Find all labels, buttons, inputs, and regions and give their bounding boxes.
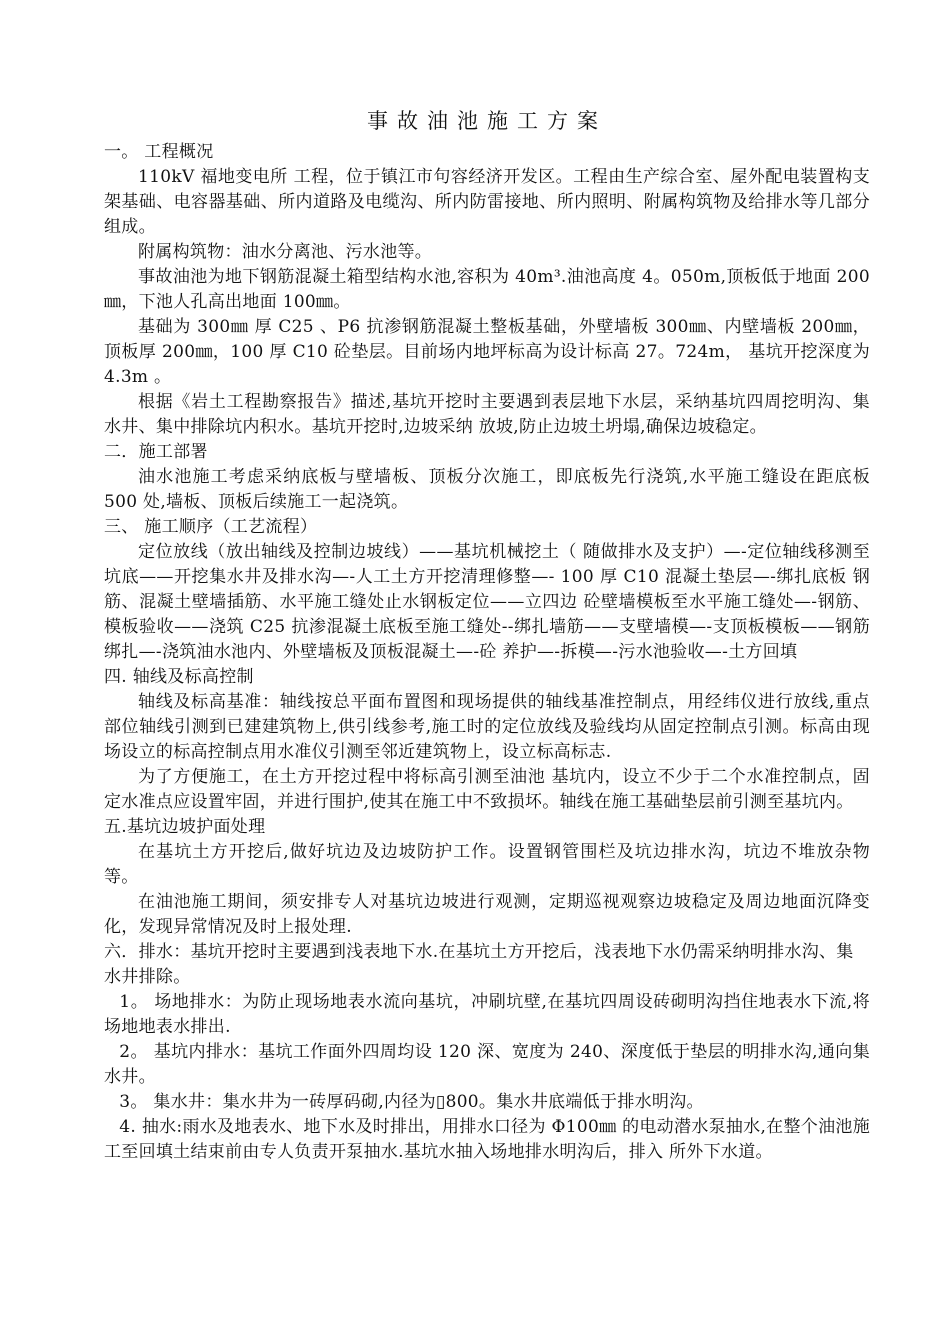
section-4-paragraph: 轴线及标高基准：轴线按总平面布置图和现场提供的轴线基准控制点，用经纬仪进行放线,重点部位轴线引测到已建建筑物上,供引线参考,施工时的定位放线及验线均从固定控制点引测。标高由现场设立的标高控制点用水准仪引测至邻近建筑物上，设立标高标志. xyxy=(104,692,870,762)
section-6-heading: 六．排水：基坑开挖时主要遇到浅表地下水.在基坑土方开挖后，浅表地下水仍需采纳明排水沟、集水井排除。 xyxy=(104,942,854,987)
section-1-paragraph: 附属构筑物：油水分离池、污水池等。 xyxy=(138,242,433,262)
section-1-paragraph: 根据《岩土工程勘察报告》描述,基坑开挖时主要遇到表层地下水层，采纳基坑四周挖明沟、集水井、集中排除坑内积水。基坑开挖时,边坡采纳 放坡,防止边坡土坍塌,确保边坡稳定。 xyxy=(104,392,870,437)
section-5-paragraph: 在油池施工期间，须安排专人对基坑边坡进行观测，定期巡视观察边坡稳定及周边地面沉降变化，发现异常情况及时上报处理. xyxy=(104,892,870,937)
drainage-list-item: 1。 场地排水：为防止现场地表水流向基坑，冲刷坑壁,在基坑四周设砖砌明沟挡住地表水下流,将场地地表水排出. xyxy=(104,992,870,1037)
section-1-paragraph: 事故油池为地下钢筋混凝土箱型结构水池,容积为 40m³.油池高度 4。050m,顶板低于地面 200㎜，下池人孔高出地面 100㎜。 xyxy=(104,267,870,312)
section-1-heading: 一。 工程概况 xyxy=(104,142,214,162)
section-3-paragraph: 定位放线（放出轴线及控制边坡线）——基坑机械挖土（ 随做排水及支护）—-定位轴线移测至坑底——开挖集水井及排水沟—-人工土方开挖清理修整—- 100 厚 C10 混凝土垫层—-绑扎底板 钢筋、混凝土壁墙插筋、水平施工缝处止水钢板定位——立四边 砼壁墙模板至水平施工缝处—-钢筋、模板验收——浇筑 C25 抗渗混凝土底板至施工缝处--绑扎墙筋——支壁墙模—-支顶板模板——钢筋绑扎—-浇筑油水池内、外壁墙板及顶板混凝土—-砼 养护—-拆模—-污水池验收—-土方回填 xyxy=(104,542,870,662)
section-1-paragraph: 110kV 福地变电所 工程，位于镇江市句容经济开发区。工程由生产综合室、屋外配电装置构支架基础、电容器基础、所内道路及电缆沟、所内防雷接地、所内照明、附属构筑物及给排水等几部分组成。 xyxy=(104,167,870,237)
section-2-paragraph: 油水池施工考虑采纳底板与壁墙板、顶板分次施工，即底板先行浇筑,水平施工缝设在距底板 500 处,墙板、顶板后续施工一起浇筑。 xyxy=(104,467,870,512)
section-2-heading: 二．施工部署 xyxy=(104,442,208,462)
drainage-list-item: 4. 抽水:雨水及地表水、地下水及时排出，用排水口径为 Φ100㎜ 的电动潜水泵抽水,在整个油池施工至回填土结束前由专人负责开泵抽水.基坑水抽入场地排水明沟后，排入 所外下水道。 xyxy=(104,1117,870,1162)
section-1-paragraph: 基础为 300㎜ 厚 C25 、P6 抗渗钢筋混凝土整板基础，外壁墙板 300㎜、内壁墙板 200㎜，顶板厚 200㎜，100 厚 C10 砼垫层。目前场内地坪标高为设计标高 27。724m， 基坑开挖深度为 4.3m 。 xyxy=(104,317,870,387)
drainage-list-item: 3。 集水井：集水井为一砖厚码砌,内径为▯800。集水井底端低于排水明沟。 xyxy=(119,1092,704,1112)
drainage-list-item: 2。 基坑内排水：基坑工作面外四周均设 120 深、宽度为 240、深度低于垫层的明排水沟,通向集水井。 xyxy=(104,1042,870,1087)
section-4-paragraph: 为了方便施工，在土方开挖过程中将标高引测至油池 基坑内，设立不少于二个水准控制点，固定水准点应设置牢固，并进行围护,使其在施工中不致损坏。轴线在施工基础垫层前引测至基坑内。 xyxy=(104,767,870,812)
document-title: 事故油池施工方案 xyxy=(367,109,607,133)
section-5-heading: 五.基坑边坡护面处理 xyxy=(104,817,266,837)
section-5-paragraph: 在基坑土方开挖后,做好坑边及边坡防护工作。设置钢管围栏及坑边排水沟，坑边不堆放杂物等。 xyxy=(104,842,870,887)
section-3-heading: 三、 施工顺序（工艺流程） xyxy=(104,517,318,537)
section-4-heading: 四. 轴线及标高控制 xyxy=(104,667,254,687)
